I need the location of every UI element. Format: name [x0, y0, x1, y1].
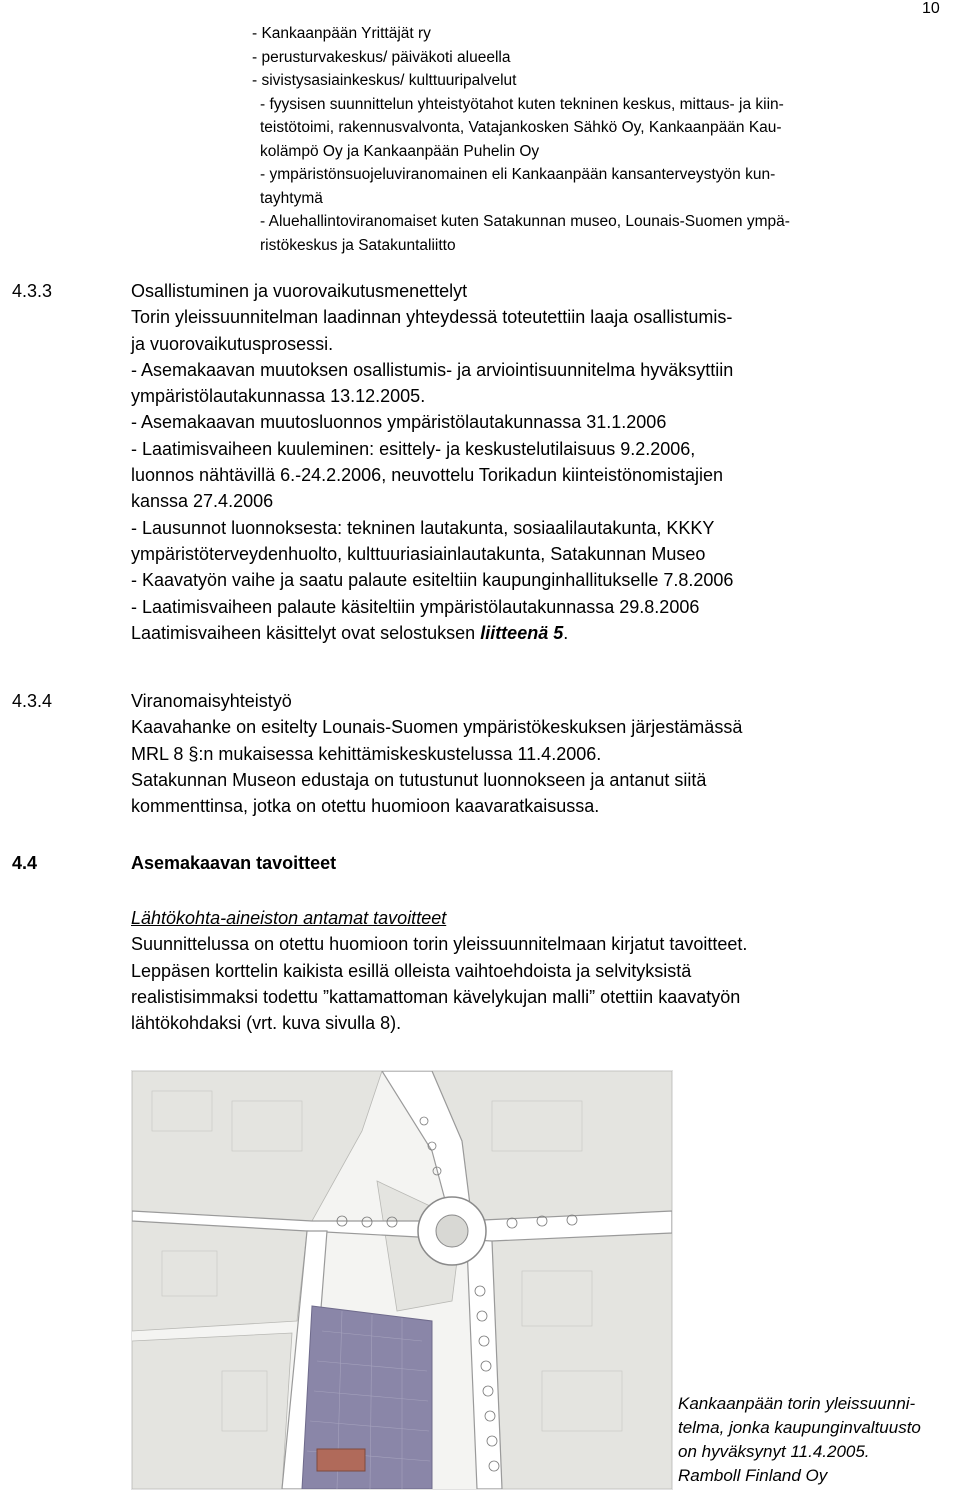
appendix-reference-line: [131, 620, 733, 646]
list-item: - ympäristönsuojeluviranomainen eli Kankaanpään kansanterveystyön kun-: [260, 166, 776, 183]
list-item: - Kankaanpään Yrittäjät ry: [252, 25, 431, 42]
section-433-title: Osallistuminen ja vuorovaikutusmenettelyt: [131, 281, 468, 301]
paragraph-line: - Laatimisvaiheen kuuleminen: esittely- ja keskustelutilaisuus 9.2.2006,: [131, 438, 696, 459]
appendix-text: Laatimisvaiheen käsittelyt ovat selostuksen: [131, 622, 481, 643]
paragraph-line: lähtökohdaksi (vrt. kuva sivulla 8).: [131, 1013, 402, 1034]
section-44-text: [131, 905, 747, 1036]
paragraph-line: MRL 8 §:n mukaisessa kehittämiskeskustelussa 11.4.2006.: [131, 743, 602, 764]
appendix-period: .: [563, 622, 569, 643]
caption-line: Ramboll Finland Oy: [678, 1466, 828, 1485]
appendix-emphasis: liitteenä 5: [480, 622, 564, 643]
red-building: [317, 1449, 365, 1471]
stakeholder-list: [252, 22, 944, 257]
paragraph-line: Suunnittelussa on otettu huomioon torin yleissuunnitelmaan kirjatut tavoitteet.: [131, 934, 748, 955]
list-item: kolämpö Oy ja Kankaanpään Puhelin Oy: [260, 142, 540, 160]
paragraph-line: Torin yleissuunnitelman laadinnan yhteydessä toteutettiin laaja osallistumis-: [131, 307, 733, 328]
paragraph-line: Kaavahanke on esitelty Lounais-Suomen ympäristökeskuksen järjestämässä: [131, 717, 743, 738]
section-number-433: 4.3.3: [12, 281, 53, 301]
section-434-title: Viranomaisyhteistyö: [131, 691, 292, 711]
caption-line: Kankaanpään torin yleissuunni-: [678, 1394, 916, 1413]
list-item: tayhtymä: [260, 189, 323, 207]
site-plan-image: [131, 1070, 673, 1490]
caption-line: telma, jonka kaupunginvaltuusto: [678, 1418, 921, 1437]
paragraph-line: realistisimmaksi todettu ”kattamattoman kävelykujan malli” otettiin kaavatyön: [131, 986, 741, 1007]
section-number-434: 4.3.4: [12, 691, 53, 711]
page-number: 10: [922, 0, 940, 17]
roundabout-center: [436, 1215, 468, 1247]
section-433-text: [131, 278, 733, 646]
paragraph-line: ja vuorovaikutusprosessi.: [131, 333, 334, 354]
image-caption: [678, 1392, 921, 1488]
section-44-subheading: Lähtökohta-aineiston antamat tavoitteet: [131, 908, 447, 928]
paragraph-line: ympäristöterveydenhuolto, kulttuuriasiainlautakunta, Satakunnan Museo: [131, 543, 706, 564]
section-44-title: Asemakaavan tavoitteet: [131, 853, 337, 873]
paragraph-line: - Lausunnot luonnoksesta: tekninen lautakunta, sosiaalilautakunta, KKKY: [131, 517, 715, 538]
paragraph-line: Leppäsen korttelin kaikista esillä olleista vaihtoehdoista ja selvityksistä: [131, 960, 692, 981]
list-item: teistötoimi, rakennusvalvonta, Vatajankosken Sähkö Oy, Kankaanpään Kau-: [260, 119, 782, 136]
site-plan-drawing: [132, 1071, 672, 1489]
section-434-text: [131, 688, 742, 819]
paragraph-line: kanssa 27.4.2006: [131, 491, 274, 512]
paragraph-line: - Asemakaavan muutosluonnos ympäristölautakunnassa 31.1.2006: [131, 412, 667, 433]
paragraph-line: luonnos nähtävillä 6.-24.2.2006, neuvottelu Torikadun kiinteistönomistajien: [131, 465, 724, 486]
paragraph-line: - Kaavatyön vaihe ja saatu palaute esiteltiin kaupunginhallitukselle 7.8.2006: [131, 570, 734, 591]
section-number-44: 4.4: [12, 853, 38, 873]
list-item: - perusturvakeskus/ päiväkoti alueella: [252, 48, 511, 66]
paragraph-line: - Laatimisvaiheen palaute käsiteltiin ympäristölautakunnassa 29.8.2006: [131, 596, 700, 617]
paragraph-line: ympäristölautakunnassa 13.12.2005.: [131, 386, 426, 407]
list-item: - Aluehallintoviranomaiset kuten Satakunnan museo, Lounais-Suomen ympä-: [260, 213, 790, 230]
list-item: ristökeskus ja Satakuntaliitto: [260, 236, 456, 254]
paragraph-line: Satakunnan Museon edustaja on tutustunut luonnokseen ja antanut siitä: [131, 769, 707, 790]
paragraph-line: kommenttinsa, jotka on otettu huomioon kaavaratkaisussa.: [131, 796, 600, 817]
paragraph-line: - Asemakaavan muutoksen osallistumis- ja arviointisuunnitelma hyväksyttiin: [131, 359, 734, 380]
list-item: - sivistysasiainkeskus/ kulttuuripalvelut: [252, 72, 517, 89]
list-item: - fyysisen suunnittelun yhteistyötahot kuten tekninen keskus, mittaus- ja kiin-: [260, 95, 784, 113]
caption-line: on hyväksynyt 11.4.2005.: [678, 1442, 870, 1461]
